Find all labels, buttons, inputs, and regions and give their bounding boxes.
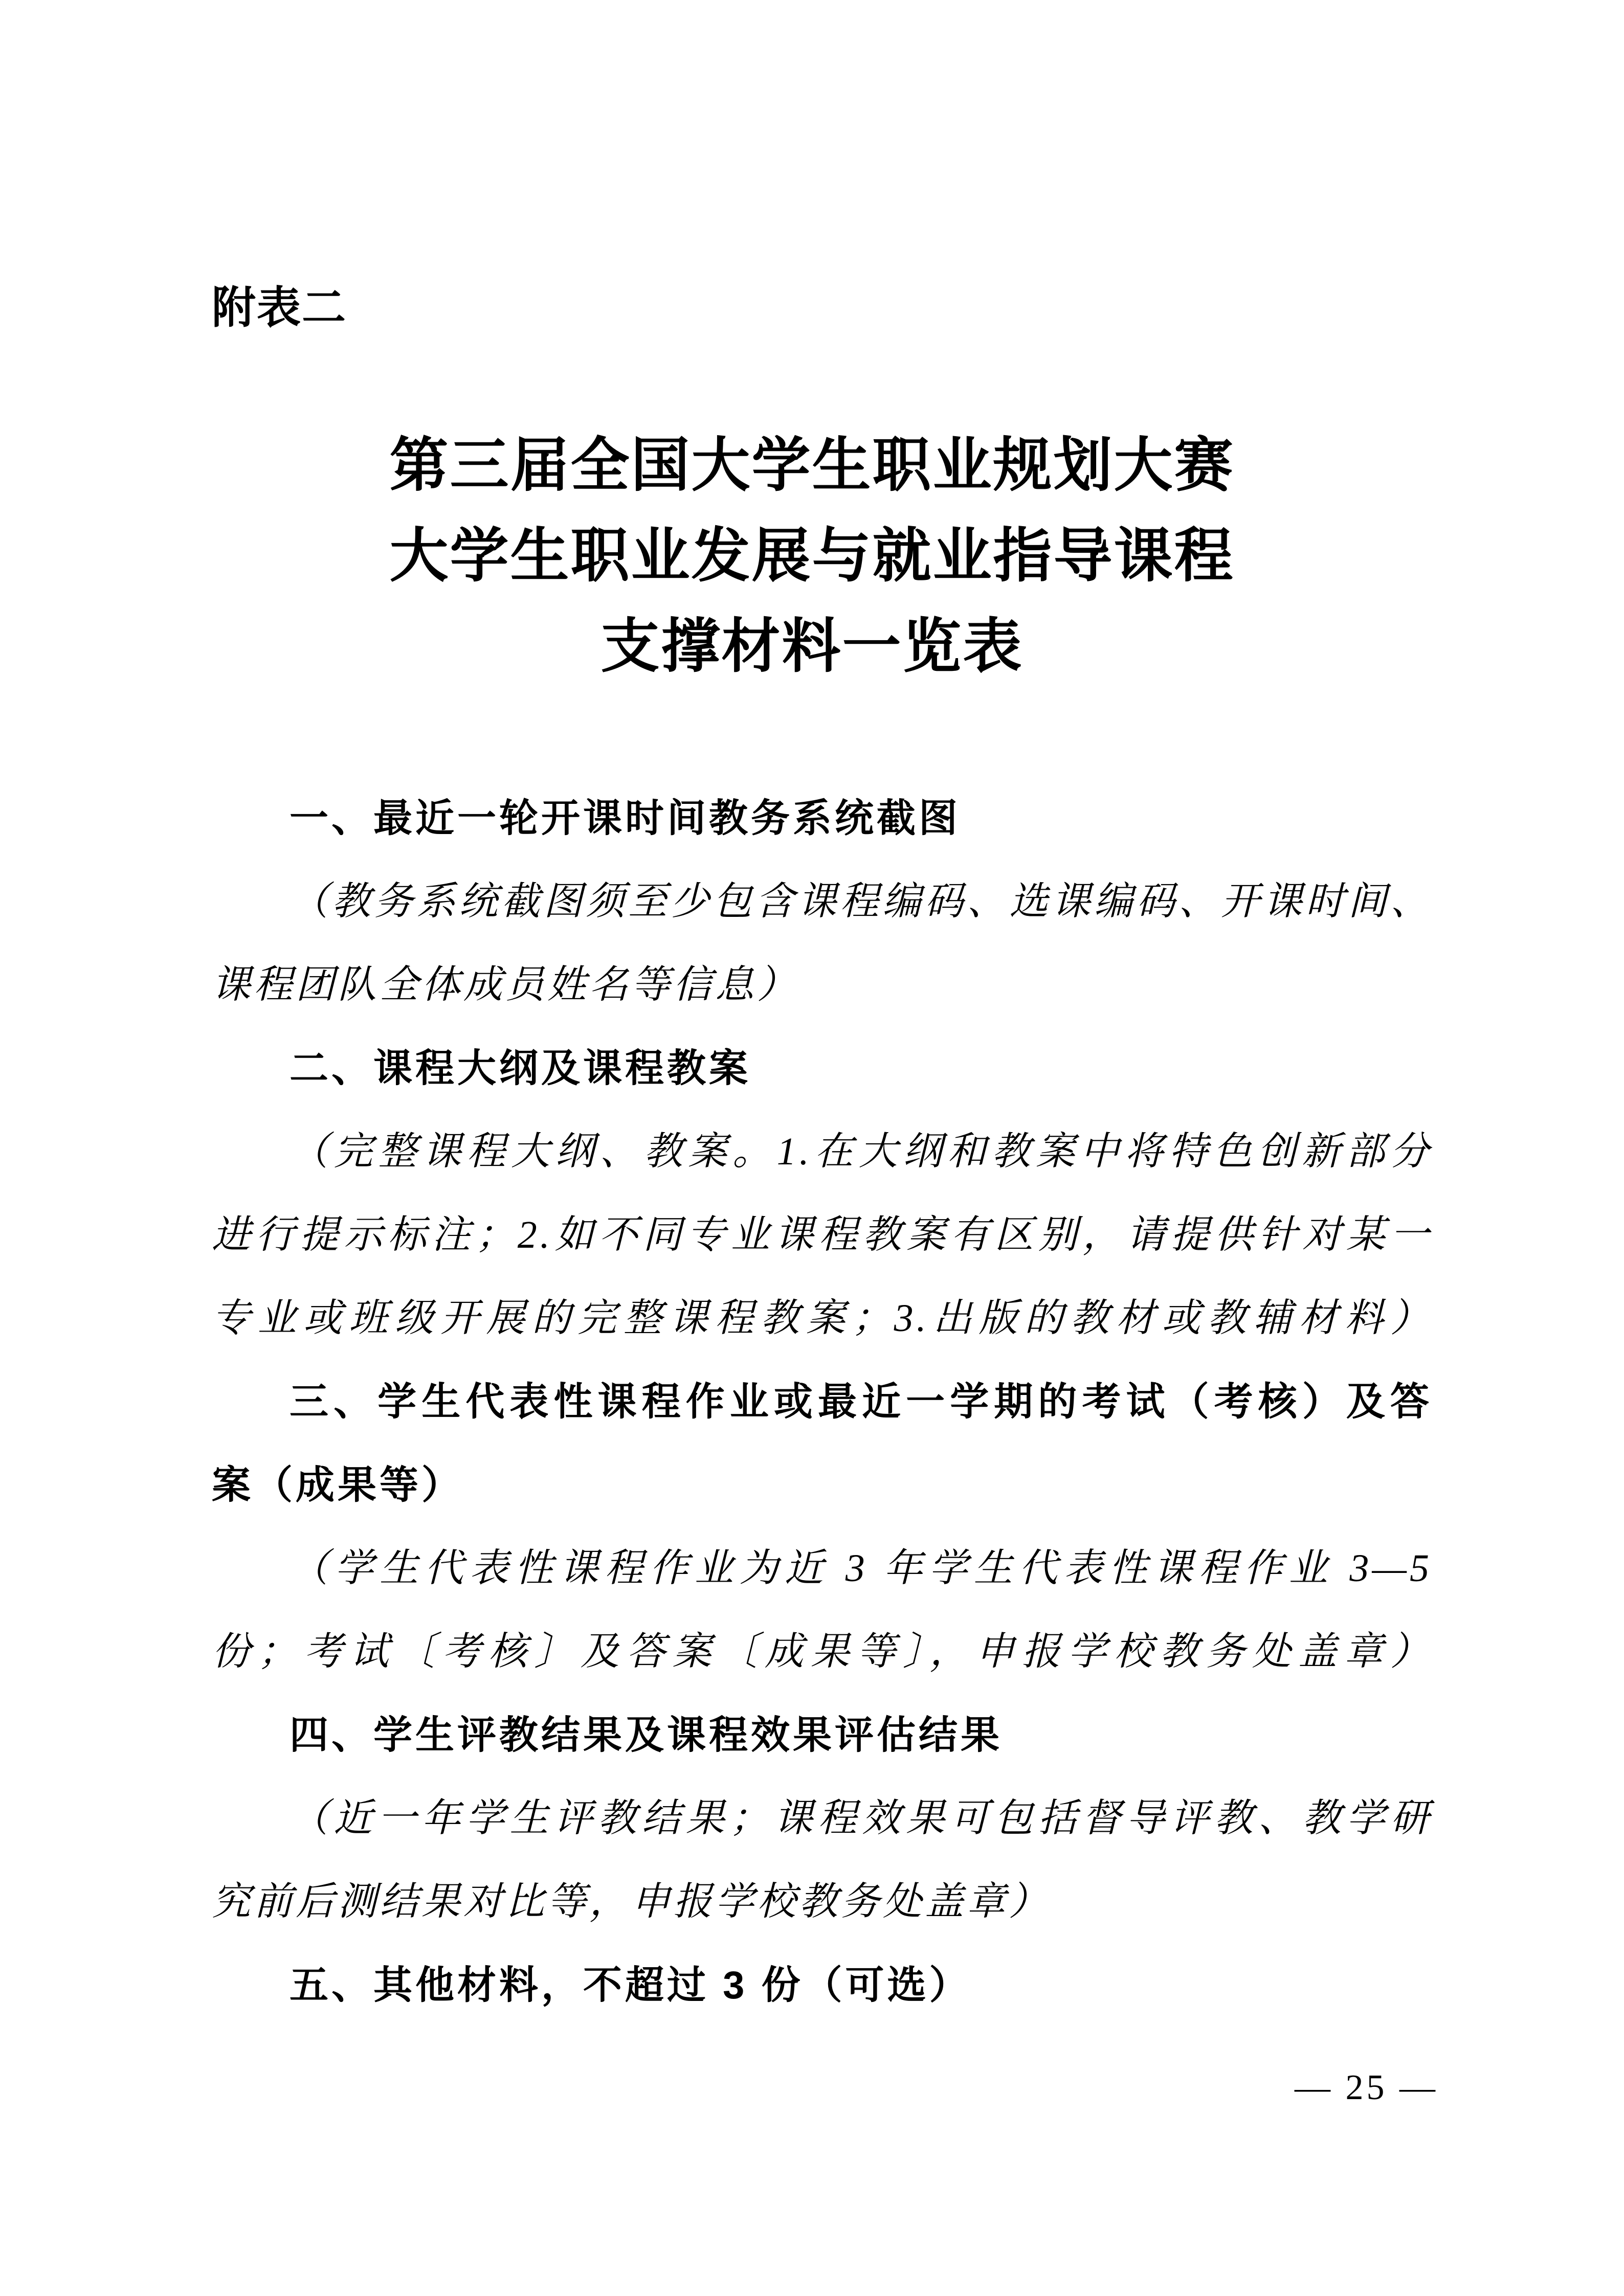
title-line-3: 支撑材料一览表	[600, 614, 1024, 679]
section-4-note-line-1: （近一年学生评教结果；课程效果可包括督导评教、教学研	[290, 1797, 1432, 1840]
section-1-note-line-1: （教务系统截图须至少包含课程编码、选课编码、开课时间、	[290, 880, 1432, 923]
appendix-label: 附表二	[212, 283, 347, 332]
section-4-note-line-2: 究前后测结果对比等，申报学校教务处盖章）	[212, 1880, 1051, 1923]
document-body	[212, 777, 1432, 2027]
section-1-heading: 一、最近一轮开课时间教务系统截图	[290, 797, 961, 840]
section-4-heading: 四、学生评教结果及课程效果评估结果	[290, 1714, 1003, 1757]
section-2-note-line-1: （完整课程大纲、教案。1.在大纲和教案中将特色创新部分	[290, 1130, 1432, 1173]
title-line-1: 第三届全国大学生职业规划大赛	[389, 433, 1235, 498]
section-2-note-line-3: 专业或班级开展的完整课程教案；3.出版的教材或教辅材料）	[212, 1297, 1432, 1340]
section-5-heading: 五、其他材料，不超过 3 份（可选）	[290, 1964, 971, 2007]
section-2-heading: 二、课程大纲及课程教案	[290, 1047, 751, 1090]
section-1-note-line-2: 课程团队全体成员姓名等信息）	[212, 963, 799, 1006]
section-3-heading-line-2: 案（成果等）	[212, 1464, 463, 1507]
section-3-note-line-2: 份；考试〔考核〕及答案〔成果等〕，申报学校教务处盖章）	[212, 1630, 1432, 1673]
section-2-note-line-2: 进行提示标注；2.如不同专业课程教案有区别，请提供针对某一	[212, 1213, 1432, 1256]
title-line-2: 大学生职业发展与就业指导课程	[389, 523, 1235, 589]
section-3-note-line-1: （学生代表性课程作业为近 3 年学生代表性课程作业 3—5	[290, 1547, 1432, 1590]
document-title	[0, 420, 1624, 692]
page-number: — 25 —	[1295, 2068, 1438, 2107]
section-3-heading-line-1: 三、学生代表性课程作业或最近一学期的考试（考核）及答	[290, 1380, 1432, 1424]
